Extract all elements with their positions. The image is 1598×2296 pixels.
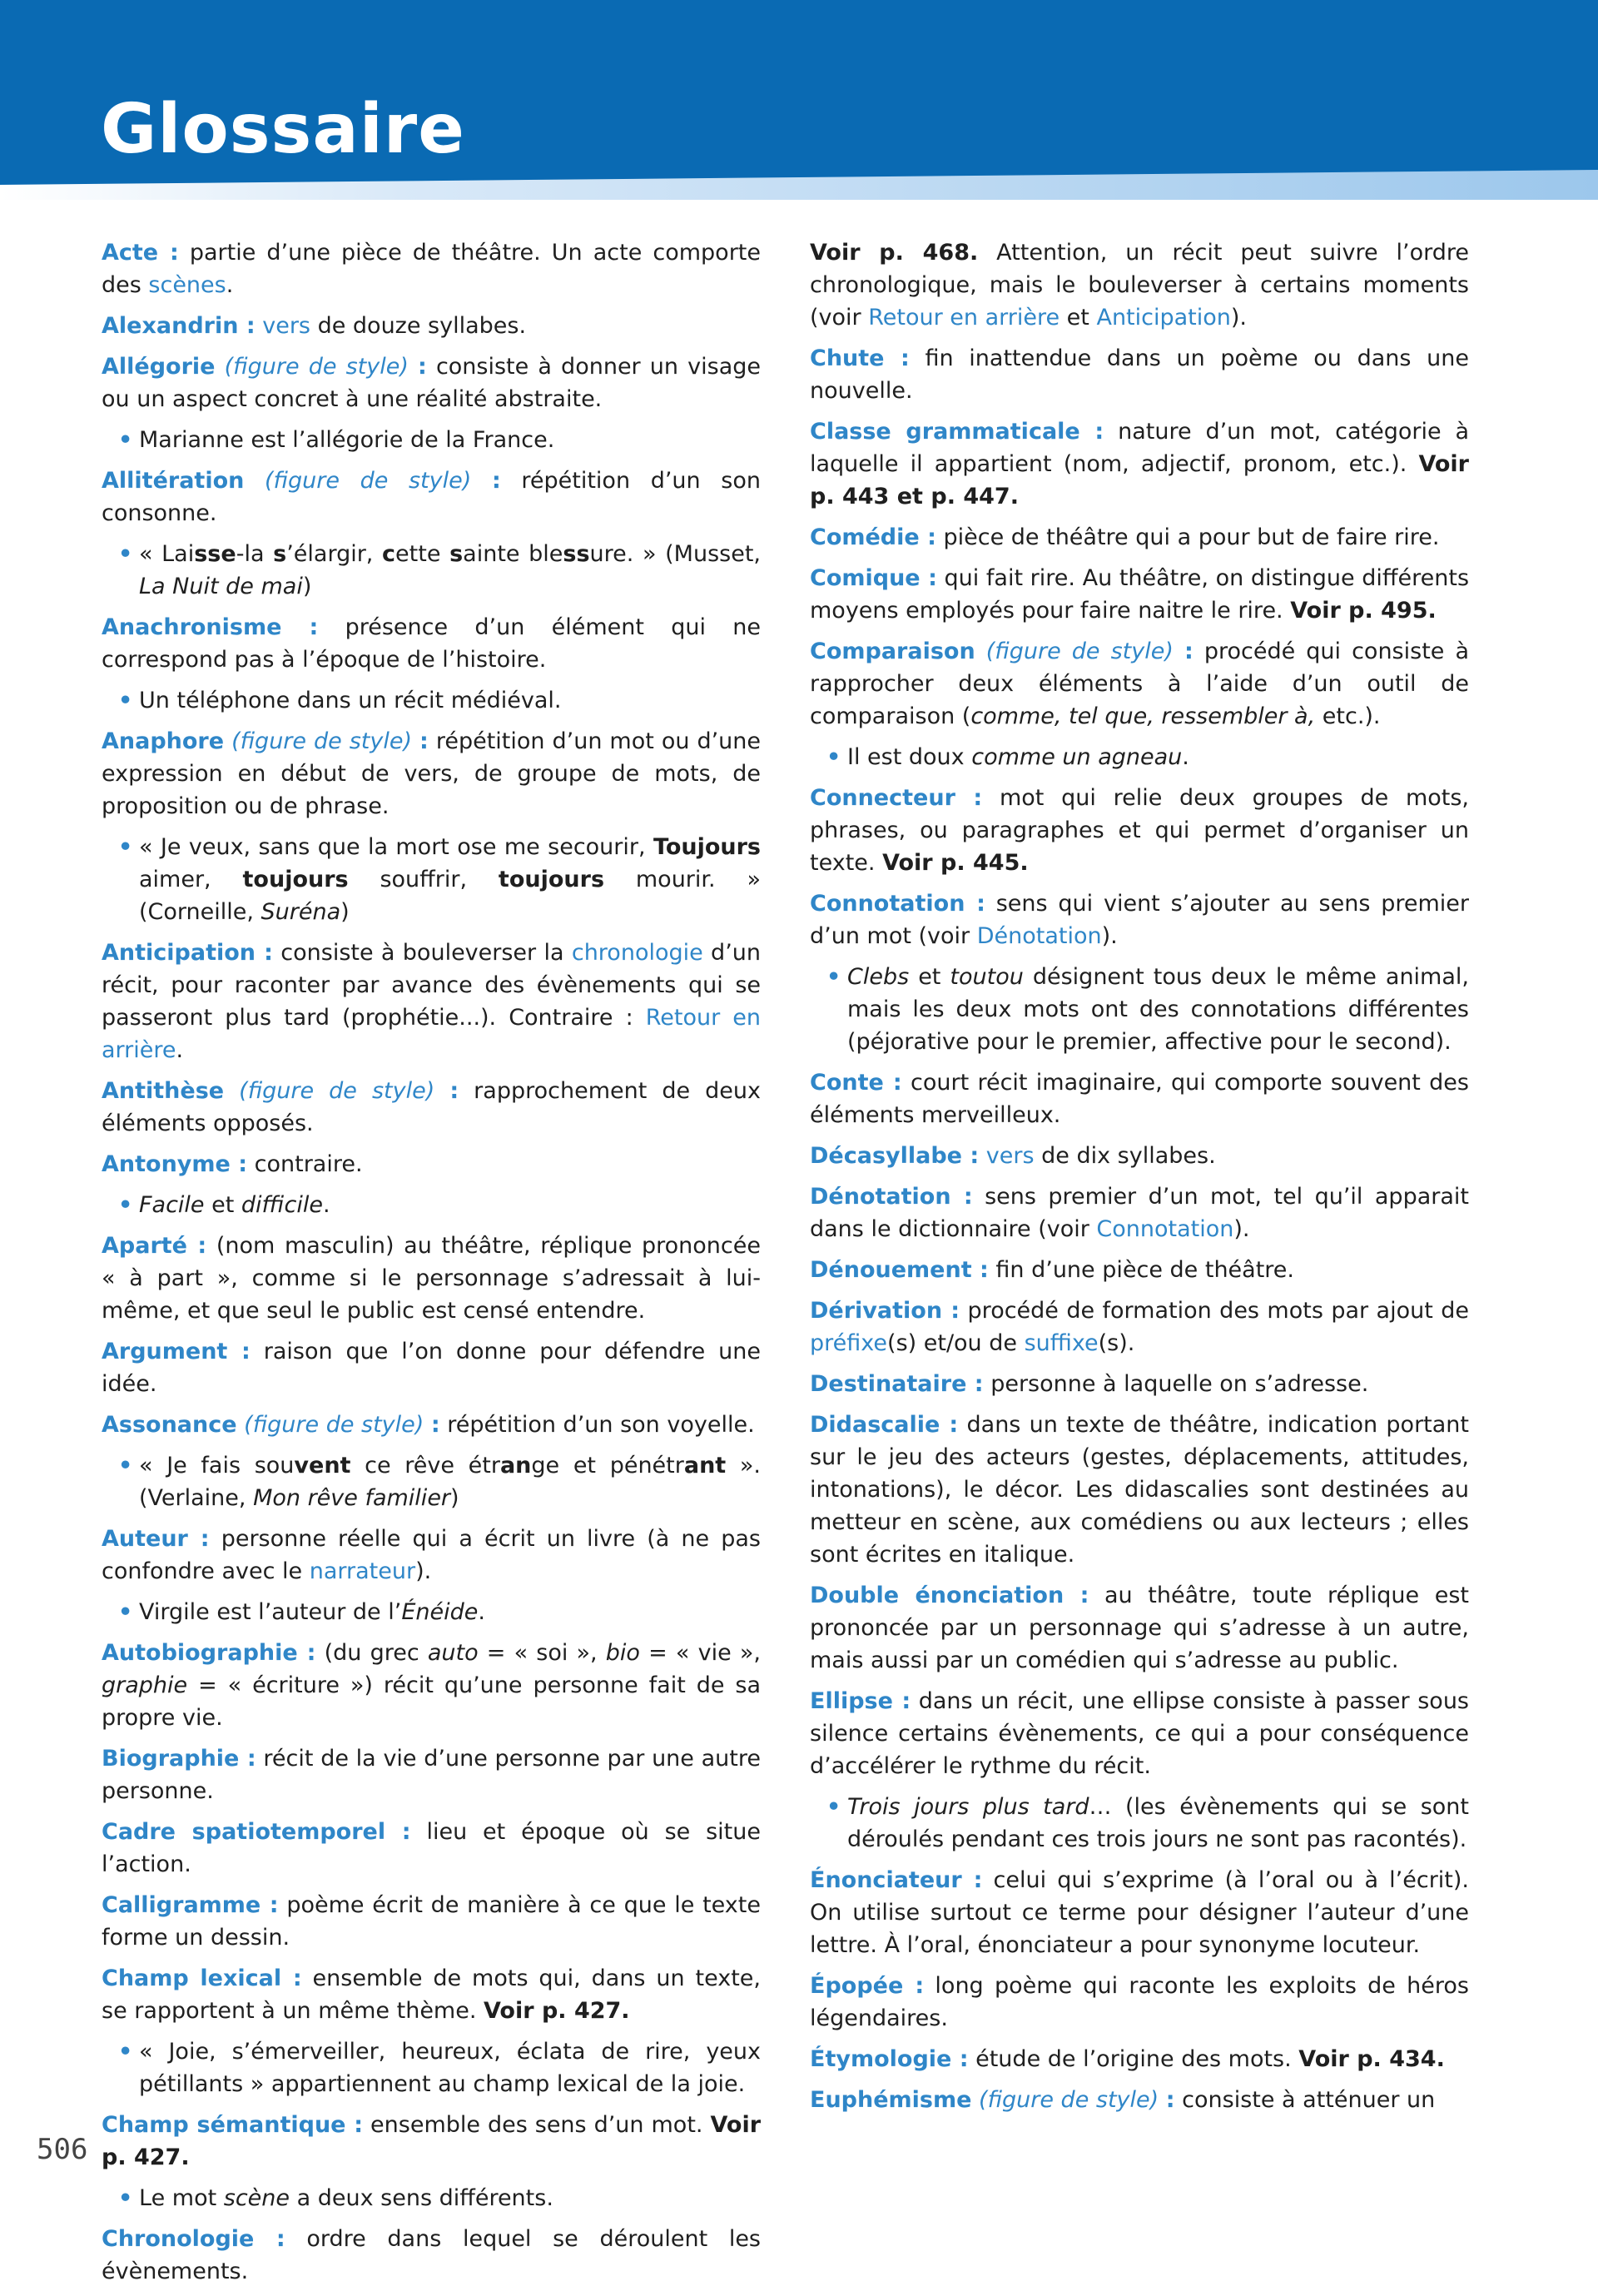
italic-text: Suréna bbox=[261, 899, 341, 925]
glossary-entry-anachronisme bbox=[102, 611, 761, 676]
definition-text: ensemble des sens d’un mot. bbox=[363, 2112, 711, 2138]
glossary-entry-aparte bbox=[102, 1230, 761, 1327]
glossary-term: Ellipse : bbox=[810, 1688, 911, 1714]
glossary-entry-chronologie bbox=[102, 2223, 761, 2288]
bullet-icon: • bbox=[118, 1192, 133, 1218]
example-item bbox=[102, 1189, 761, 1221]
figure-de-style-tag: (figure de style) bbox=[239, 1078, 435, 1104]
definition-text: ge et pénétr bbox=[531, 1453, 684, 1478]
definition-text: procédé qui consiste à rapprocher deux éléments à l’aide d’un outil de comparaison ( bbox=[810, 639, 1470, 729]
italic-text: difficile bbox=[241, 1192, 324, 1218]
definition-text bbox=[424, 1412, 431, 1438]
definition-text: et bbox=[909, 964, 950, 990]
glossary-entry-etymologie bbox=[810, 2043, 1469, 2075]
bold-text: Voir p. 434. bbox=[1298, 2046, 1445, 2072]
glossary-entry-chronologie-suite bbox=[810, 236, 1469, 334]
definition-text: « Lai bbox=[139, 541, 195, 567]
definition-text bbox=[975, 639, 986, 664]
glossary-term: Comédie : bbox=[810, 524, 936, 550]
glossary-term: Assonance bbox=[102, 1412, 237, 1438]
definition-text: « Je fais sou bbox=[139, 1453, 295, 1478]
glossary-term: : bbox=[418, 354, 427, 380]
italic-text: comme un agneau bbox=[971, 744, 1183, 770]
glossary-entry-classe bbox=[810, 415, 1469, 513]
glossary-term: Calligramme : bbox=[102, 1892, 279, 1918]
definition-text bbox=[971, 2087, 979, 2113]
glossary-term: Décasyllabe : bbox=[810, 1143, 980, 1169]
glossary-term: Énonciateur : bbox=[810, 1867, 983, 1893]
glossary-entry-anaphore bbox=[102, 725, 761, 822]
definition-text: = « soi », bbox=[478, 1640, 606, 1666]
definition-text: ainte ble bbox=[463, 541, 563, 567]
glossary-term: Argument : bbox=[102, 1339, 251, 1364]
definition-text: Virgile est l’auteur de l’ bbox=[139, 1599, 402, 1625]
glossary-term: Double énonciation : bbox=[810, 1583, 1089, 1608]
definition-text: Il est doux bbox=[847, 744, 972, 770]
glossary-term: Étymologie : bbox=[810, 2046, 969, 2072]
definition-text: mourir. » (Corneille, bbox=[139, 867, 761, 925]
definition-text: . bbox=[1182, 744, 1189, 770]
glossary-term: Comique : bbox=[810, 565, 937, 591]
glossary-term: Anaphore bbox=[102, 728, 225, 754]
glossary-right-column bbox=[810, 236, 1469, 2125]
example-item bbox=[102, 684, 761, 717]
example-item bbox=[102, 2035, 761, 2100]
definition-text: ) bbox=[302, 574, 312, 599]
glossary-term: Comparaison bbox=[810, 639, 975, 664]
definition-text: etc.). bbox=[1315, 703, 1381, 729]
bold-text: ss bbox=[563, 541, 590, 567]
bold-text: Voir p. 445. bbox=[882, 850, 1029, 876]
definition-text: a deux sens différents. bbox=[290, 2185, 553, 2211]
bullet-icon: • bbox=[826, 1794, 841, 1820]
glossary-entry-auteur bbox=[102, 1523, 761, 1588]
definition-text bbox=[1174, 639, 1184, 664]
example-item bbox=[102, 831, 761, 928]
bullet-icon: • bbox=[118, 1453, 133, 1478]
definition-text: ). bbox=[415, 1558, 432, 1584]
definition-text: (s). bbox=[1098, 1330, 1135, 1356]
glossary-entry-destinataire bbox=[810, 1368, 1469, 1400]
definition-text: rapprochement de deux éléments opposés. bbox=[102, 1078, 761, 1136]
bold-text: Toujours bbox=[653, 834, 761, 860]
definition-text: Un téléphone dans un récit médiéval. bbox=[139, 688, 562, 713]
glossary-entry-calligramme bbox=[102, 1889, 761, 1954]
definition-text: Attention, un récit peut suivre l’ordre chronologique, mais le bouleverser à certains moments (voir bbox=[810, 240, 1469, 330]
glossary-entry-ellipse bbox=[810, 1685, 1469, 1782]
definition-text: fin d’une pièce de théâtre. bbox=[988, 1257, 1295, 1283]
bold-text: s bbox=[449, 541, 464, 567]
definition-text: ette bbox=[395, 541, 450, 567]
definition-text bbox=[215, 354, 224, 380]
definition-text bbox=[1159, 2087, 1166, 2113]
example-item bbox=[102, 1449, 761, 1514]
glossary-term: Champ sémantique : bbox=[102, 2112, 364, 2138]
definition-text: ensemble de mots qui, dans un texte, se rapportent à un même thème. bbox=[102, 1966, 761, 2024]
definition-text: . bbox=[176, 1037, 184, 1063]
definition-text: . bbox=[226, 272, 234, 298]
glossary-entry-euphemisme bbox=[810, 2084, 1469, 2116]
definition-text: ». (Verlaine, bbox=[139, 1453, 761, 1511]
glossary-term: Alexandrin : bbox=[102, 313, 256, 339]
glossary-term: Acte : bbox=[102, 240, 179, 266]
definition-text: de douze syllabes. bbox=[310, 313, 527, 339]
definition-text: de dix syllabes. bbox=[1034, 1143, 1216, 1169]
glossary-entry-anticipation bbox=[102, 937, 761, 1066]
glossary-term: : bbox=[491, 468, 501, 494]
glossary-term: Autobiographie : bbox=[102, 1640, 316, 1666]
definition-text: . bbox=[478, 1599, 485, 1625]
definition-text bbox=[244, 468, 265, 494]
definition-text: présence d’un élément qui ne correspond pas à l’époque de l’histoire. bbox=[102, 614, 761, 673]
cross-reference: vers bbox=[985, 1143, 1035, 1169]
glossary-entry-chute bbox=[810, 342, 1469, 407]
definition-text: et bbox=[204, 1192, 241, 1218]
bullet-icon: • bbox=[826, 744, 841, 770]
italic-text: Énéide bbox=[401, 1599, 479, 1625]
example-item bbox=[102, 2182, 761, 2214]
definition-text bbox=[224, 1078, 239, 1104]
cross-reference: Dénotation bbox=[976, 923, 1102, 949]
definition-text: raison que l’on donne pour défendre une idée. bbox=[102, 1339, 761, 1397]
bold-text: Voir p. 443 et p. 447. bbox=[810, 451, 1469, 509]
glossary-term: Dérivation : bbox=[810, 1298, 960, 1324]
glossary-entry-autobiographie bbox=[102, 1637, 761, 1734]
glossary-term: Champ lexical : bbox=[102, 1966, 302, 1991]
bold-text: Voir p. 427. bbox=[102, 2112, 762, 2170]
definition-text: -la bbox=[236, 541, 274, 567]
glossary-entry-alliteration bbox=[102, 465, 761, 529]
glossary-entry-alexandrin bbox=[102, 310, 761, 342]
definition-text: … (les évènements qui se sont déroulés pendant ces trois jours ne sont pas racontés). bbox=[847, 1794, 1469, 1852]
glossary-entry-acte bbox=[102, 236, 761, 301]
bullet-icon: • bbox=[118, 427, 133, 453]
cross-reference: Connotation bbox=[1096, 1216, 1234, 1242]
glossary-entry-champ-semantique bbox=[102, 2109, 761, 2174]
cross-reference: scènes bbox=[148, 272, 226, 298]
glossary-term: Dénotation : bbox=[810, 1184, 973, 1210]
example-item bbox=[810, 961, 1469, 1058]
definition-text: = « écriture ») récit qu’une personne fait de sa propre vie. bbox=[102, 1672, 761, 1731]
glossary-term: Biographie : bbox=[102, 1746, 256, 1772]
glossary-entry-conte bbox=[810, 1066, 1469, 1131]
example-item bbox=[102, 424, 761, 456]
glossary-entry-connecteur bbox=[810, 782, 1469, 879]
definition-text: ’élargir, bbox=[286, 541, 383, 567]
definition-text: ) bbox=[340, 899, 350, 925]
definition-text: pièce de théâtre qui a pour but de faire rire. bbox=[935, 524, 1440, 550]
example-item bbox=[102, 538, 761, 603]
glossary-entry-derivation bbox=[810, 1295, 1469, 1359]
glossary-entry-enonciateur bbox=[810, 1864, 1469, 1961]
definition-text: court récit imaginaire, qui comporte souvent des éléments merveilleux. bbox=[810, 1070, 1469, 1128]
cross-reference: Anticipation bbox=[1096, 305, 1231, 330]
definition-text: Le mot bbox=[139, 2185, 224, 2211]
glossary-entry-champ-lexical bbox=[102, 1962, 761, 2027]
definition-text: personne réelle qui a écrit un livre (à ne pas confondre avec le bbox=[102, 1526, 761, 1584]
definition-text: ). bbox=[1233, 1216, 1250, 1242]
example-item bbox=[102, 1596, 761, 1628]
glossary-term: Anticipation : bbox=[102, 940, 273, 966]
glossary-term: Épopée : bbox=[810, 1973, 925, 1999]
cross-reference: Retour en arrière bbox=[102, 1005, 761, 1063]
glossary-entry-decasyllabe bbox=[810, 1140, 1469, 1172]
glossary-term: Classe grammaticale : bbox=[810, 419, 1104, 445]
glossary-left-column bbox=[102, 236, 761, 2296]
definition-text: . bbox=[323, 1192, 330, 1218]
glossary-entry-double-enonciation bbox=[810, 1579, 1469, 1677]
figure-de-style-tag: (figure de style) bbox=[985, 639, 1174, 664]
definition-text: ce rêve étr bbox=[350, 1453, 500, 1478]
bullet-icon: • bbox=[826, 964, 841, 990]
definition-text: nature d’un mot, catégorie à laquelle il appartient (nom, adjectif, pronom, etc.). bbox=[810, 419, 1470, 477]
glossary-term: Chronologie : bbox=[102, 2226, 285, 2252]
glossary-entry-antithese bbox=[102, 1075, 761, 1140]
definition-text: qui fait rire. Au théâtre, on distingue différents moyens employés pour faire naitre le rire. bbox=[810, 565, 1470, 624]
glossary-term: Dénouement : bbox=[810, 1257, 989, 1283]
glossary-term: : bbox=[419, 728, 429, 754]
italic-text: toutou bbox=[950, 964, 1024, 990]
glossary-entry-didascalie bbox=[810, 1409, 1469, 1571]
glossary-entry-denouement bbox=[810, 1254, 1469, 1286]
definition-text: ) bbox=[450, 1485, 459, 1511]
figure-de-style-tag: (figure de style) bbox=[231, 728, 413, 754]
bold-text: Voir p. 495. bbox=[1290, 598, 1437, 624]
italic-text: bio bbox=[605, 1640, 640, 1666]
definition-text: sens qui vient s’ajouter au sens premier d’un mot (voir bbox=[810, 891, 1470, 949]
italic-text: Facile bbox=[139, 1192, 205, 1218]
glossary-entry-denotation bbox=[810, 1180, 1469, 1245]
bold-text: an bbox=[499, 1453, 532, 1478]
definition-text: aimer, bbox=[139, 867, 243, 892]
definition-text: répétition d’un son consonne. bbox=[102, 468, 761, 526]
definition-text: souffrir, bbox=[348, 867, 499, 892]
cross-reference: chronologie bbox=[571, 940, 703, 966]
italic-text: scène bbox=[223, 2185, 290, 2211]
definition-text bbox=[979, 1143, 986, 1169]
definition-text bbox=[224, 728, 231, 754]
definition-text: long poème qui raconte les exploits de héros légendaires. bbox=[810, 1973, 1469, 2031]
definition-text: partie d’une pièce de théâtre. Un acte comporte des bbox=[102, 240, 761, 298]
cross-reference: narrateur bbox=[309, 1558, 416, 1584]
figure-de-style-tag: (figure de style) bbox=[265, 468, 472, 494]
italic-text: Trois jours plus tard bbox=[847, 1794, 1089, 1820]
definition-text bbox=[237, 1412, 245, 1438]
definition-text: répétition d’un son voyelle. bbox=[439, 1412, 755, 1438]
glossary-term: Euphémisme bbox=[810, 2087, 972, 2113]
italic-text: La Nuit de mai bbox=[139, 574, 303, 599]
glossary-term: Destinataire : bbox=[810, 1371, 984, 1397]
glossary-term: Cadre spatiotemporel : bbox=[102, 1819, 411, 1845]
glossary-term: Didascalie : bbox=[810, 1412, 959, 1438]
glossary-term: : bbox=[1184, 639, 1194, 664]
definition-text bbox=[434, 1078, 449, 1104]
bold-text: toujours bbox=[242, 867, 349, 892]
glossary-entry-antonyme bbox=[102, 1148, 761, 1180]
glossary-entry-allegorie bbox=[102, 350, 761, 415]
glossary-entry-biographie bbox=[102, 1742, 761, 1807]
cross-reference: vers bbox=[262, 313, 310, 339]
definition-text: consiste à atténuer un bbox=[1174, 2087, 1436, 2113]
definition-text: désignent tous deux le même animal, mais les deux mots ont des connotations différentes (péjorative pour le premier, affective pour le second). bbox=[847, 964, 1469, 1055]
definition-text: lieu et époque où se situe l’action. bbox=[102, 1819, 761, 1877]
definition-text: celui qui s’exprime (à l’oral ou à l’écrit). On utilise surtout ce terme pour désigner l’auteur d’une lettre. À l’oral, énonciateur a pour synonyme locuteur. bbox=[810, 1867, 1469, 1958]
bold-text: toujours bbox=[498, 867, 605, 892]
glossary-term: Auteur : bbox=[102, 1526, 210, 1552]
bullet-icon: • bbox=[118, 2185, 133, 2211]
definition-text bbox=[412, 728, 419, 754]
definition-text: consiste à donner un visage ou un aspect concret à une réalité abstraite. bbox=[102, 354, 761, 412]
definition-text: récit de la vie d’une personne par une autre personne. bbox=[102, 1746, 761, 1804]
definition-text: (nom masculin) au théâtre, réplique prononcée « à part », comme si le personnage s’adressait à lui-même, et que seul le public est censé entendre. bbox=[102, 1233, 761, 1324]
glossary-term: : bbox=[1165, 2087, 1175, 2113]
glossary-term: Chute : bbox=[810, 345, 910, 371]
definition-text: dans un texte de théâtre, indication portant sur le jeu des acteurs (gestes, déplacements, attitudes, intonations), le décor. Les didascalies sont destinées au metteur en scène, aux comédiens ou aux lecteurs ; elles sont écrites en italique. bbox=[810, 1412, 1469, 1568]
definition-text: procédé de formation des mots par ajout de bbox=[960, 1298, 1470, 1324]
definition-text: = « vie », bbox=[639, 1640, 761, 1666]
definition-text: ). bbox=[1101, 923, 1118, 949]
glossary-term: Anachronisme : bbox=[102, 614, 319, 640]
definition-text: mot qui relie deux groupes de mots, phrases, ou paragraphes et qui permet d’organiser un texte. bbox=[810, 785, 1469, 876]
glossary-term: : bbox=[430, 1412, 440, 1438]
definition-text: consiste à bouleverser la bbox=[272, 940, 572, 966]
definition-text: contraire. bbox=[247, 1151, 363, 1177]
glossary-entry-connotation bbox=[810, 887, 1469, 952]
bold-text: s bbox=[273, 541, 287, 567]
definition-text: personne à laquelle on s’adresse. bbox=[983, 1371, 1369, 1397]
glossary-term: Connotation : bbox=[810, 891, 985, 917]
definition-text: au théâtre, toute réplique est prononcée par un personnage qui s’adresse à un autre, mais aussi par un comédien qui s’adresse au public. bbox=[810, 1583, 1469, 1673]
bold-text: sse bbox=[194, 541, 236, 567]
glossary-entry-cadre bbox=[102, 1816, 761, 1881]
italic-text: Mon rêve familier bbox=[253, 1485, 451, 1511]
glossary-term: Allitération bbox=[102, 468, 245, 494]
definition-text: ). bbox=[1230, 305, 1248, 330]
glossary-entry-comique bbox=[810, 562, 1469, 627]
bold-text: ant bbox=[683, 1453, 727, 1478]
italic-text: auto bbox=[427, 1640, 479, 1666]
bullet-icon: • bbox=[118, 834, 133, 860]
italic-text: Clebs bbox=[847, 964, 910, 990]
cross-reference: Retour en arrière bbox=[868, 305, 1060, 330]
glossary-term: Antonyme : bbox=[102, 1151, 248, 1177]
definition-text: « Joie, s’émerveiller, heureux, éclata de rire, yeux pétillants » appartiennent au champ lexical de la joie. bbox=[139, 2039, 761, 2097]
definition-text: Marianne est l’allégorie de la France. bbox=[139, 427, 555, 453]
figure-de-style-tag: (figure de style) bbox=[224, 354, 409, 380]
definition-text: ordre dans lequel se déroulent les évènements. bbox=[102, 2226, 762, 2284]
definition-text bbox=[409, 354, 418, 380]
glossary-entry-comedie bbox=[810, 521, 1469, 554]
bold-text: vent bbox=[294, 1453, 351, 1478]
glossary-term: Connecteur : bbox=[810, 785, 983, 811]
italic-text: graphie bbox=[102, 1672, 188, 1698]
glossary-term: Allégorie bbox=[102, 354, 216, 380]
definition-text: dans un récit, une ellipse consiste à passer sous silence certains évènements, ce qui a pour conséquence d’accélérer le rythme du récit. bbox=[810, 1688, 1469, 1779]
cross-reference: suffixe bbox=[1024, 1330, 1099, 1356]
bullet-icon: • bbox=[118, 541, 133, 567]
bold-text: c bbox=[382, 541, 396, 567]
glossary-term: : bbox=[449, 1078, 459, 1104]
glossary-entry-argument bbox=[102, 1335, 761, 1400]
definition-text: ure. » (Musset, bbox=[589, 541, 761, 567]
example-item bbox=[810, 741, 1469, 773]
figure-de-style-tag: (figure de style) bbox=[979, 2087, 1159, 2113]
definition-text: et bbox=[1060, 305, 1097, 330]
definition-text bbox=[256, 313, 263, 339]
page-number: 506 bbox=[37, 2133, 88, 2166]
definition-text: étude de l’origine des mots. bbox=[968, 2046, 1299, 2072]
definition-text: (s) et/ou de bbox=[887, 1330, 1025, 1356]
figure-de-style-tag: (figure de style) bbox=[244, 1412, 424, 1438]
glossary-term: Antithèse bbox=[102, 1078, 225, 1104]
glossary-term: Conte : bbox=[810, 1070, 902, 1096]
definition-text: (du grec bbox=[315, 1640, 428, 1666]
bold-text: Voir p. 427. bbox=[484, 1998, 630, 2024]
definition-text: répétition d’un mot ou d’une expression en début de vers, de groupe de mots, de proposition ou de phrase. bbox=[102, 728, 761, 819]
glossary-entry-epopee bbox=[810, 1970, 1469, 2035]
glossary-entry-comparaison bbox=[810, 635, 1469, 733]
bullet-icon: • bbox=[118, 1599, 133, 1625]
definition-text: « Je veux, sans que la mort ose me secourir, bbox=[139, 834, 653, 860]
example-item bbox=[810, 1791, 1469, 1856]
glossary-entry-assonance bbox=[102, 1409, 761, 1441]
cross-reference: préfixe bbox=[810, 1330, 888, 1356]
bullet-icon: • bbox=[118, 688, 133, 713]
bold-text: Voir p. 468. bbox=[810, 240, 979, 266]
definition-text bbox=[471, 468, 492, 494]
definition-text: poème écrit de manière à ce que le texte forme un dessin. bbox=[102, 1892, 761, 1951]
glossary-term: Aparté : bbox=[102, 1233, 207, 1259]
bullet-icon: • bbox=[118, 2039, 133, 2065]
definition-text: fin inattendue dans un poème ou dans une nouvelle. bbox=[810, 345, 1469, 404]
italic-text: comme, tel que, ressembler à, bbox=[970, 703, 1316, 729]
page-title: Glossaire bbox=[101, 90, 465, 169]
definition-text: sens premier d’un mot, tel qu’il apparait dans le dictionnaire (voir bbox=[810, 1184, 1469, 1242]
definition-text: d’un récit, pour raconter par avance des évènements qui se passeront plus tard (prophétie...). Contraire : bbox=[102, 940, 762, 1031]
